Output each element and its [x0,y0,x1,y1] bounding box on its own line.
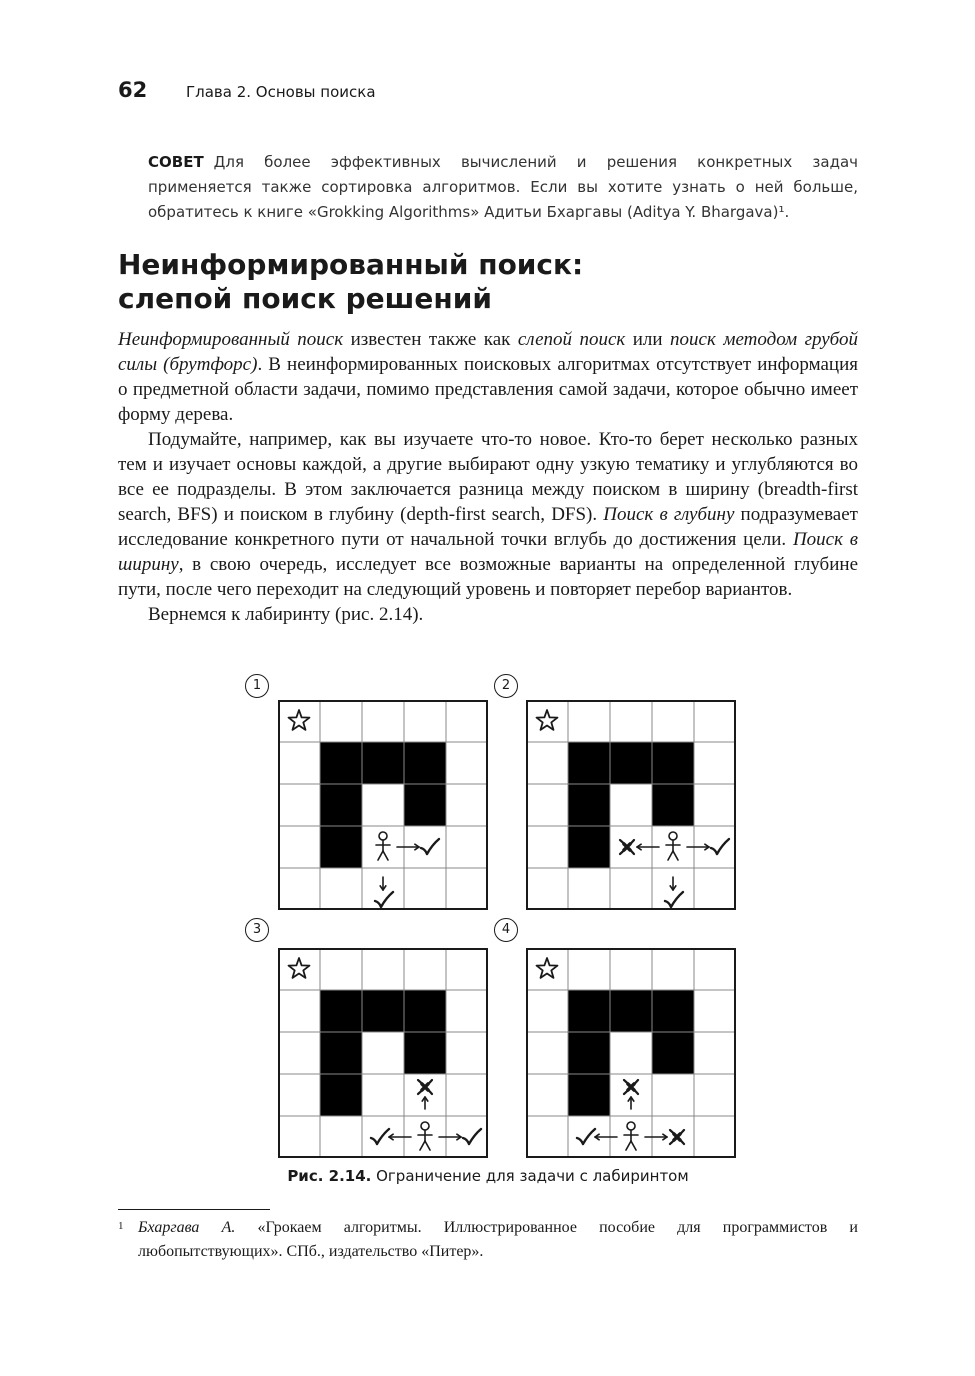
panel-badge-3: 3 [245,918,269,942]
arrow-icon [670,877,676,890]
figure-caption [118,1167,858,1185]
maze-wall-cell [404,742,446,784]
arrow-icon [422,1097,428,1109]
term-brute-force: поиск методом грубой силы (брутфорс) [118,329,858,375]
maze-wall-cell [652,1032,694,1074]
arrow-icon [389,1134,411,1140]
p1-text-1: известен также как [343,329,518,350]
star-icon [289,710,310,730]
page-header [118,78,858,108]
person-icon [418,1122,432,1150]
p2-text-3: , в свою очередь, исследует все возможные варианты на определенной глубине пути, после чего переходит на следующий уровень и повторяет перебор вариантов. [118,554,858,600]
maze-wall-cell [320,784,362,826]
maze-wall-cell [652,990,694,1032]
arrow-icon [687,844,709,850]
maze-wall-cell [568,826,610,868]
footnote-mark: 1 [118,1220,124,1232]
maze-panel-2 [526,700,736,910]
running-title: Глава 2. Основы поиска [186,83,376,101]
checkmark-icon [375,892,393,907]
tip-text: Для более эффективных вычислений и решения конкретных задач применяется также сортировка алгоритмов. Если вы хотите узнать о ней больше, обратитесь к книге «Grokking Algorithms» Адитьи Бхаргавы (Aditya Y. Bhargava)¹. [148,153,858,221]
maze-wall-cell [404,990,446,1032]
maze-panel-3 [278,948,488,1158]
figure-caption-label: Рис. 2.14. [287,1167,372,1185]
cross-icon [418,1080,432,1094]
star-icon [537,958,558,978]
maze-wall-cell [320,990,362,1032]
maze-border [527,949,735,1157]
person-icon [666,832,680,860]
arrow-icon [637,844,659,850]
maze-wall-cell [652,742,694,784]
arrow-icon [380,877,386,890]
panel-badge-2: 2 [494,674,518,698]
paragraph-1 [118,327,858,427]
term-blind-search: слепой поиск [517,329,626,350]
maze-wall-cell [652,784,694,826]
footnote-body: «Грокаем алгоритмы. Иллюстрированное пособие для программистов и любопытствующих». СПб., издательство «Питер». [138,1219,858,1260]
maze-wall-cell [362,742,404,784]
arrow-icon [397,844,419,850]
maze-wall-cell [320,826,362,868]
p2-text-2: подразумевает исследование конкретного пути от начальной точки вглубь до достижения цели. [118,504,858,550]
maze-wall-cell [320,742,362,784]
checkmark-icon [371,1129,389,1144]
checkmark-icon [463,1129,481,1144]
maze-wall-cell [568,990,610,1032]
panel-badge-4: 4 [494,918,518,942]
checkmark-icon [577,1129,595,1144]
maze-wall-cell [610,742,652,784]
panel-badge-1: 1 [245,674,269,698]
maze-wall-cell [404,784,446,826]
maze-border [527,701,735,909]
section-title [118,248,858,316]
body-text [118,327,858,627]
tip-box [148,150,858,225]
section-title-line-1: Неинформированный поиск: [118,248,584,281]
paragraph-3: Вернемся к лабиринту (рис. 2.14). [148,604,424,625]
p1-text-2: или [625,329,671,350]
arrow-icon [439,1134,461,1140]
maze-wall-cell [568,1074,610,1116]
cross-icon [620,840,634,854]
maze-panel-1 [278,700,488,910]
footnote [118,1216,858,1264]
checkmark-icon [665,892,683,907]
maze-panel-4 [526,948,736,1158]
footnote-divider [118,1209,270,1210]
page-number: 62 [118,78,148,102]
maze-wall-cell [568,1032,610,1074]
term-breadth-first: Поиск в ширину [118,529,858,575]
checkmark-icon [711,839,729,854]
cross-icon [670,1130,684,1144]
paragraph-2 [118,427,858,602]
cross-icon [624,1080,638,1094]
footnote-author: Бхаргава А. [138,1219,236,1236]
person-icon [624,1122,638,1150]
footnote-text [118,1216,858,1264]
section-title-line-2: слепой поиск решений [118,282,492,315]
checkmark-icon [421,839,439,854]
tip-label: СОВЕТ [148,153,204,171]
person-icon [376,832,390,860]
maze-wall-cell [320,1032,362,1074]
term-uninformed-search: Неинформированный поиск [118,329,344,350]
arrow-icon [595,1134,617,1140]
p2-text-1: Подумайте, например, как вы изучаете что-то новое. Кто-то берет несколько разных тем и изучает основы каждой, а другие выбирают одну узкую тематику и углубляются во все ее подразделы. В этом заключается разница между поиском в ширину (breadth-first search, BFS) и поиском в глубину (depth-first search, DFS). [118,429,858,525]
maze-border [279,701,487,909]
maze-wall-cell [404,1032,446,1074]
maze-wall-cell [610,990,652,1032]
figure-caption-text: Ограничение для задачи с лабиринтом [371,1167,689,1185]
term-depth-first: Поиск в глубину [603,504,735,525]
maze-wall-cell [362,990,404,1032]
maze-wall-cell [568,742,610,784]
arrow-icon [628,1097,634,1109]
maze-wall-cell [320,1074,362,1116]
star-icon [289,958,310,978]
p1-text-3: . В неинформированных поисковых алгоритмах отсутствует информация о предметной области задачи, помимо представления самой задачи, которое обычно имеет форму дерева. [118,354,859,425]
arrow-icon [645,1134,667,1140]
maze-wall-cell [568,784,610,826]
star-icon [537,710,558,730]
maze-border [279,949,487,1157]
